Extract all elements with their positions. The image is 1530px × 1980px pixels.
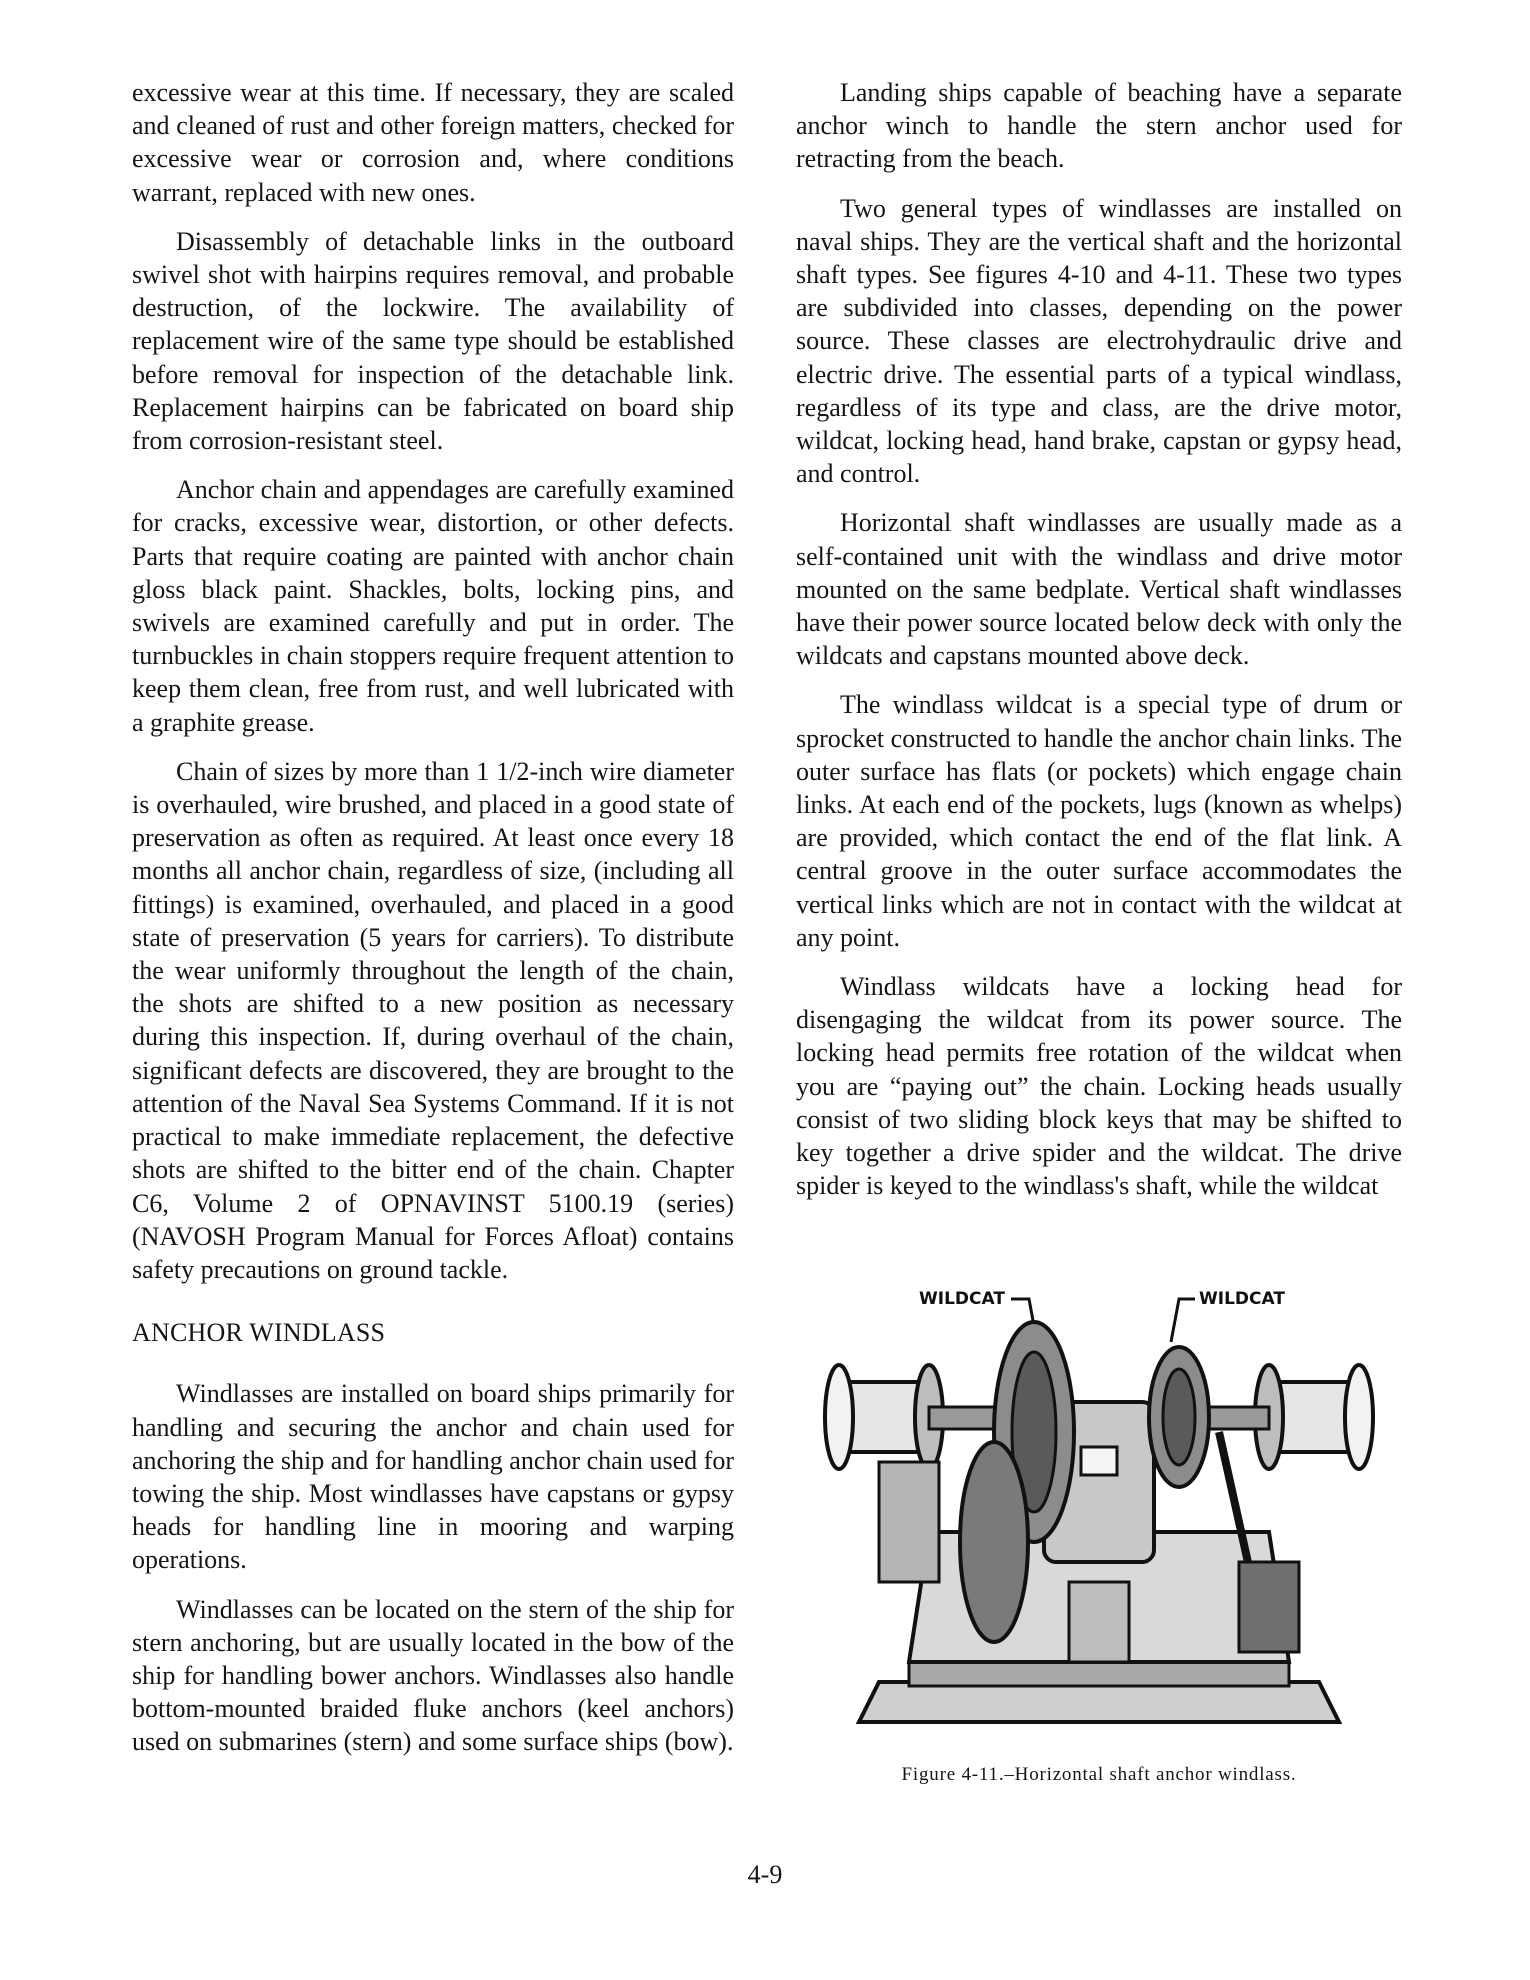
- left-paragraph-4: Chain of sizes by more than 1 1/2-inch wire diameter is overhauled, wire brushed, and placed in a good state of preservation as often as required. At least once every 18 months all anchor chain, regardless of size, (including all fittings) is examined, overhauled, and placed in a good state of preservation (5 years for carriers). To distribute the wear uniformly throughout the length of the chain, the shots are shifted to a new position as necessary during this inspection. If, during overhaul of the chain, significant defects are discovered, they are brought to the attention of the Naval Sea Systems Command. If it is not practical to make immediate replacement, the defective shots are shifted to the bitter end of the chain. Chapter C6, Volume 2 of OPNAVINST 5100.19 (series) (NAVOSH Program Manual for Forces Afloat) contains safety precautions on ground tackle.: [132, 756, 734, 1284]
- page-number: 4-9: [747, 1860, 783, 1889]
- section-heading: ANCHOR WINDLASS: [132, 1318, 386, 1348]
- left-paragraph-1: excessive wear at this time. If necessary, they are scaled and cleaned of rust and other foreign matters, checked for excessive wear or corrosion and, where conditions warrant, replaced with new ones.: [132, 78, 734, 207]
- wildcat-label-left: WILDCAT: [919, 1289, 1005, 1309]
- capstan-left: [825, 1365, 943, 1469]
- locking-head: [1069, 1582, 1129, 1662]
- windlass-figure: [796, 1282, 1402, 1742]
- leader-line-right: [1171, 1299, 1195, 1342]
- right-paragraph-5: Windlass wildcats have a locking head for disengaging the wildcat from its power source. The locking head permits free rotation of the wildcat when you are “paying out” the chain. Locking heads usually consist of two sliding block keys that may be shifted to key together a drive spider and the wildcat. The drive spider is keyed to the windlass's shaft, while the wildcat: [796, 972, 1402, 1201]
- left-paragraph-2: Disassembly of detachable links in the outboard swivel shot with hairpins requires removal, and probable destruction, of the lockwire. The availability of replacement wire of the same type should be established before removal for inspection of the detachable link. Replacement hairpins can be fabricated on board ship from corrosion-resistant steel.: [132, 226, 734, 456]
- right-paragraph-3: Horizontal shaft windlasses are usually made as a self-contained unit with the windlass and drive motor mounted on the same bedplate. Vertical shaft windlasses have their power source located below deck with only the wildcats and capstans mounted above deck.: [796, 508, 1402, 671]
- bedplate: [859, 1682, 1339, 1722]
- left-column: [132, 76, 734, 1775]
- figure-caption: Figure 4-11.–Horizontal shaft anchor windlass.: [901, 1764, 1297, 1785]
- bedplate-rail: [909, 1662, 1289, 1686]
- left-paragraph-5: Windlasses are installed on board ships primarily for handling and securing the anchor and chain used for anchoring the ship and for handling anchor chain used for towing the ship. Most windlasses have capstans or gypsy heads for handling line in mooring and warping operations.: [132, 1379, 734, 1575]
- wildcat-right: [1149, 1347, 1209, 1487]
- windlass-illustration: [819, 1282, 1379, 1742]
- nameplate: [1081, 1447, 1117, 1475]
- right-paragraph-2: Two general types of windlasses are installed on naval ships. They are the vertical shaft and the horizontal shaft types. See figures 4-10 and 4-11. These two types are subdivided into classes, depending on the power source. These classes are electrohydraulic drive and electric drive. The essential parts of a typical windlass, regardless of its type and class, are the drive motor, wildcat, locking head, hand brake, capstan or gypsy head, and control.: [796, 193, 1402, 489]
- control-unit-left: [879, 1462, 939, 1582]
- right-column: [796, 76, 1402, 1219]
- capstan-right: [1255, 1365, 1373, 1469]
- right-paragraph-4: The windlass wildcat is a special type of drum or sprocket constructed to handle the anchor chain links. The outer surface has flats (or pockets) which engage chain links. At each end of the pockets, lugs (known as whelps) are provided, which contact the end of the flat link. A central groove in the outer surface accommodates the vertical links which are not in contact with the wildcat at any point.: [796, 690, 1402, 952]
- wildcat-label-right: WILDCAT: [1199, 1289, 1285, 1309]
- brake-housing: [1239, 1562, 1299, 1652]
- right-paragraph-1: Landing ships capable of beaching have a separate anchor winch to handle the stern anchor used for retracting from the beach.: [796, 78, 1402, 174]
- left-paragraph-6: Windlasses can be located on the stern of the ship for stern anchoring, but are usually located in the bow of the ship for handling bower anchors. Windlasses also handle bottom-mounted braided fluke anchors (keel anchors) used on submarines (stern) and some surface ships (bow).: [132, 1594, 734, 1757]
- left-paragraph-3: Anchor chain and appendages are carefully examined for cracks, excessive wear, distortion, or other defects. Parts that require coating are painted with anchor chain gloss black paint. Shackles, bolts, locking pins, and swivels are examined carefully and put in order. The turnbuckles in chain stoppers require frequent attention to keep them clean, free from rust, and well lubricated with a graphite grease.: [132, 475, 734, 737]
